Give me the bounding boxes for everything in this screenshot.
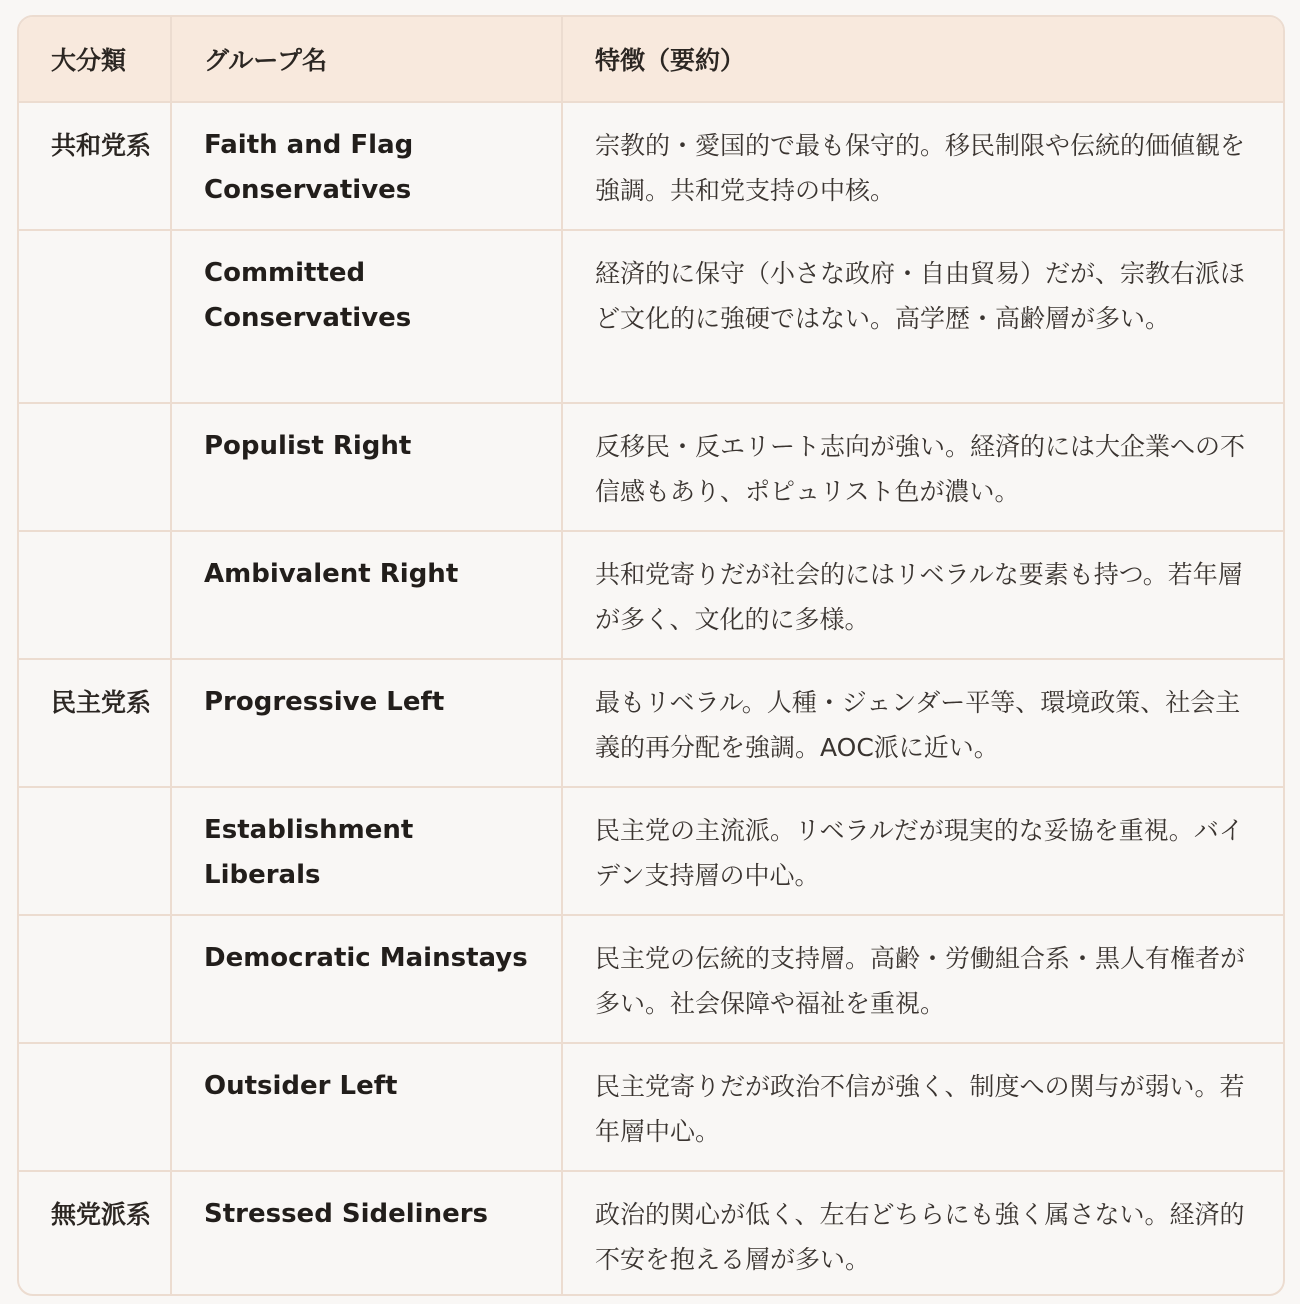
category-cell: 民主党系: [19, 659, 171, 787]
table-row: [19, 531, 1283, 659]
table-body: [19, 102, 1283, 1296]
summary-cell: 宗教的・愛国的で最も保守的。移民制限や伝統的価値観を強調。共和党支持の中核。: [562, 102, 1283, 230]
summary-cell: 反移民・反エリート志向が強い。経済的には大企業への不信感もあり、ポピュリスト色が濃い。: [562, 403, 1283, 531]
table-row: [19, 659, 1283, 787]
category-cell: 共和党系: [19, 102, 171, 230]
table-row: [19, 1043, 1283, 1171]
category-cell: [19, 787, 171, 915]
table-row: [19, 915, 1283, 1043]
category-cell: [19, 915, 171, 1043]
summary-cell: 民主党寄りだが政治不信が強く、制度への関与が弱い。若年層中心。: [562, 1043, 1283, 1171]
category-cell: 無党派系: [19, 1171, 171, 1296]
table-row: [19, 787, 1283, 915]
category-cell: [19, 403, 171, 531]
group-name-cell: Democratic Mainstays: [171, 915, 562, 1043]
summary-cell: 経済的に保守（小さな政府・自由貿易）だが、宗教右派ほど文化的に強硬ではない。高学歴・高齢層が多い。: [562, 230, 1283, 403]
summary-cell: 政治的関心が低く、左右どちらにも強く属さない。経済的不安を抱える層が多い。: [595, 1200, 1245, 1274]
group-name-cell: Populist Right: [171, 403, 562, 531]
category-cell: [19, 1043, 171, 1171]
category-cell: [19, 531, 171, 659]
political-typology-table-card: [17, 15, 1285, 1296]
table-header: [19, 17, 1283, 102]
summary-cell: 最もリベラル。人種・ジェンダー平等、環境政策、社会主義的再分配を強調。AOC派に近い。: [562, 659, 1283, 787]
summary-cell: 民主党の伝統的支持層。高齢・労働組合系・黒人有権者が多い。社会保障や福祉を重視。: [562, 915, 1283, 1043]
table-row: [19, 1171, 1283, 1296]
summary-cell: 共和党寄りだが社会的にはリベラルな要素も持つ。若年層が多く、文化的に多様。: [562, 531, 1283, 659]
table-row: [19, 403, 1283, 531]
group-name-cell: Faith and Flag Conservatives: [171, 102, 562, 230]
summary-cell: 民主党の主流派。リベラルだが現実的な妥協を重視。バイデン支持層の中心。: [562, 787, 1283, 915]
group-name-cell: Establishment Liberals: [171, 787, 562, 915]
political-typology-table: [19, 17, 1283, 1296]
table-row: [19, 102, 1283, 230]
header-summary: 特徴（要約）: [562, 17, 1283, 102]
group-name-cell: Stressed Sideliners: [171, 1171, 562, 1296]
header-row: [19, 17, 1283, 102]
group-name-cell: Outsider Left: [171, 1043, 562, 1171]
header-category: 大分類: [19, 17, 171, 102]
category-cell: [19, 230, 171, 403]
group-name-cell: Committed Conservatives: [171, 230, 562, 403]
group-name-cell: Ambivalent Right: [171, 531, 562, 659]
header-group-name: グループ名: [171, 17, 562, 102]
group-name-cell: Progressive Left: [171, 659, 562, 787]
table-row: [19, 230, 1283, 403]
